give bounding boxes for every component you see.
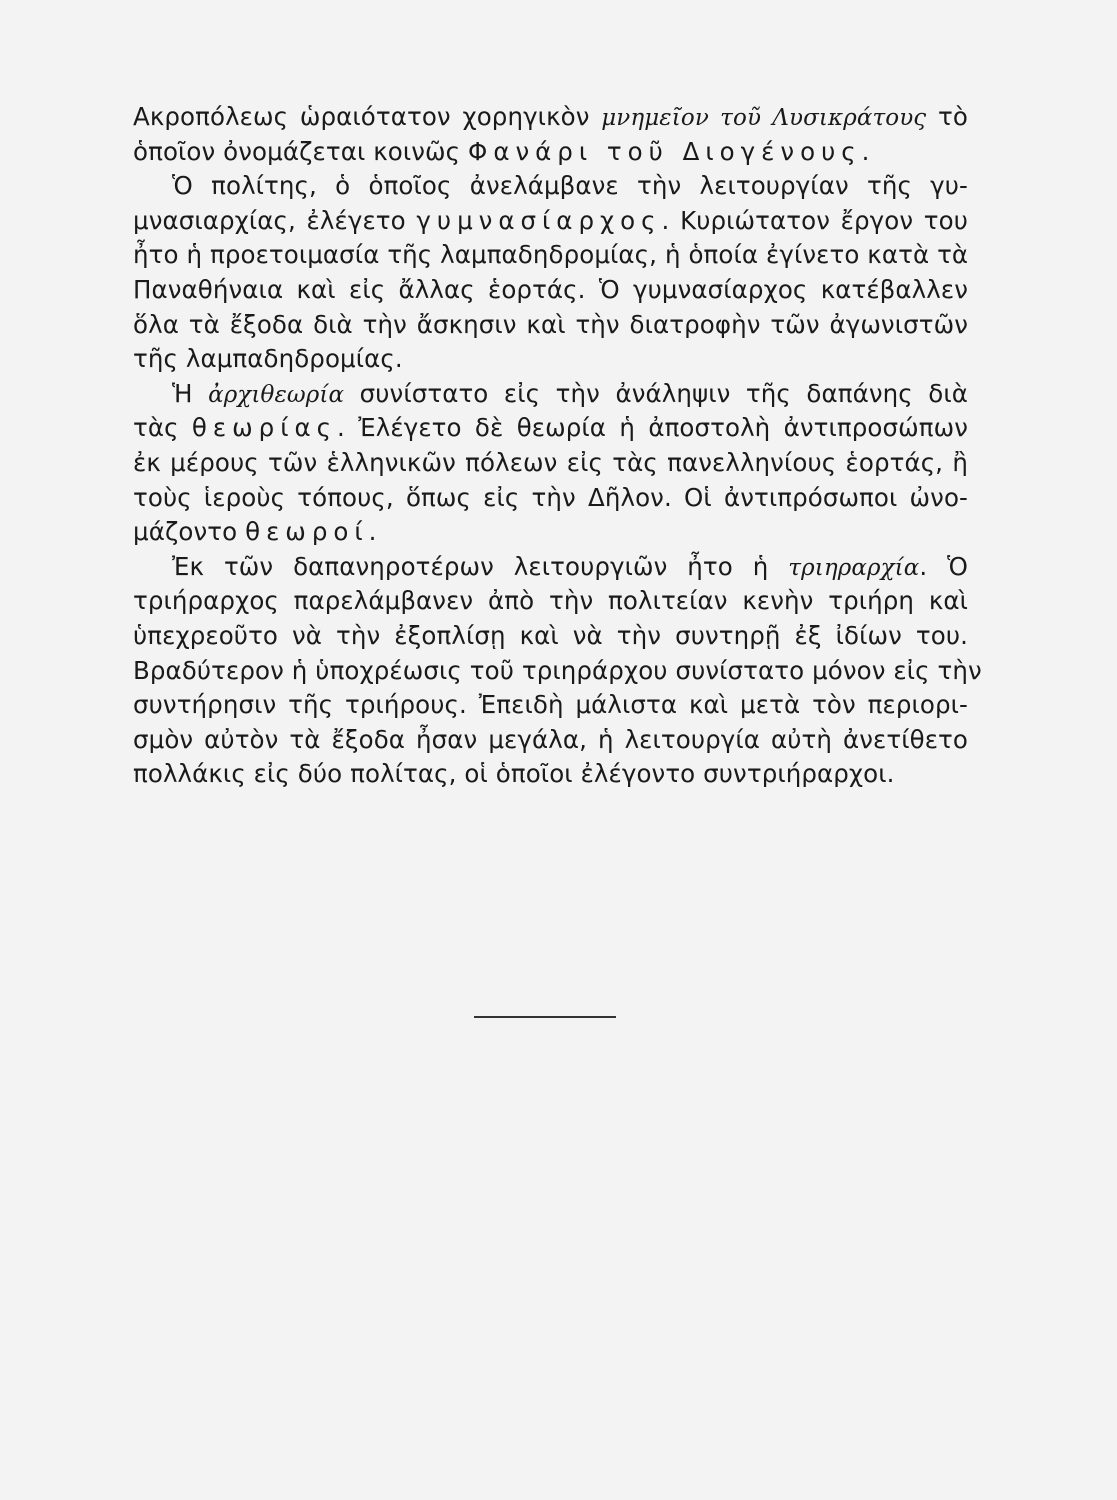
text-line xyxy=(133,654,982,689)
text-span: ἐκ μέρους τῶν ἑλληνικῶν πόλεων εἰς τὰς πανελληνίους ἑορτάς, ἢ xyxy=(133,447,968,477)
text-span: τῆς λαμπαδηδρομίας. xyxy=(133,344,403,374)
text-span: ὑπεχρεοῦτο νὰ τὴν ἐξοπλίσῃ καὶ νὰ τὴν συντηρῇ ἐξ ἰδίων του. xyxy=(133,620,968,650)
text-line xyxy=(133,550,968,585)
text-span: μνασιαρχίας, ἐλέγετο xyxy=(133,205,417,235)
text-span: . Κυριώτατον ἔργον του xyxy=(661,205,968,235)
text-line xyxy=(133,169,968,204)
text-span: τοὺς ἱεροὺς τόπους, ὅπως εἰς τὴν Δῆλον. Οἱ ἀντιπρόσωποι ὠνο- xyxy=(133,482,968,512)
text-span: μάζοντο xyxy=(133,517,246,547)
text-span: σμὸν αὐτὸν τὰ ἔξοδα ἦσαν μεγάλα, ἡ λειτουργία αὐτὴ ἀνετίθετο xyxy=(133,724,968,754)
text-span: Ἐκ τῶν δαπανηροτέρων λειτουργιῶν ἦτο ἡ xyxy=(172,551,789,581)
text-line xyxy=(133,481,968,516)
text-span: . Ἐλέγετο δὲ θεωρία ἡ ἀποστολὴ ἀντιπροσώπων xyxy=(337,413,969,443)
text-line xyxy=(133,757,968,792)
text-span: Ἡ xyxy=(172,378,209,408)
text-line xyxy=(133,619,968,654)
text-span: ἦτο ἡ προετοιμασία τῆς λαμπαδηδρομίας, ἡ ὁποία ἐγίνετο κατὰ τὰ xyxy=(133,240,969,270)
text-line xyxy=(133,446,968,481)
text-span: τὰς xyxy=(133,413,192,443)
spaced-term: Φανάρι τοῦ Διογένους xyxy=(468,136,862,166)
body-text xyxy=(133,100,982,792)
text-span: συντήρησιν τῆς τριήρους. Ἐπειδὴ μάλιστα καὶ μετὰ τὸν περιορι- xyxy=(133,690,968,720)
text-span: πολλάκις εἰς δύο πολίτας, οἱ ὁποῖοι ἐλέγοντο συντριήραρχοι. xyxy=(133,759,895,789)
text-line xyxy=(133,688,968,723)
text-line xyxy=(133,515,968,550)
spaced-term: θεωροί xyxy=(245,517,369,547)
text-span: ὁποῖον ὀνομάζεται κοινῶς xyxy=(133,136,469,166)
text-span: Ακροπόλεως ὡραιότατον χορηγικὸν xyxy=(133,102,602,131)
text-span: . Ὁ xyxy=(919,551,969,581)
text-line xyxy=(133,377,968,412)
text-span: . xyxy=(861,136,870,166)
text-span: τριήραρχος παρελάμβανεν ἀπὸ τὴν πολιτείαν κενὴν τριήρη καὶ xyxy=(133,586,968,616)
text-line xyxy=(133,411,968,446)
text-span: τὸ xyxy=(926,102,968,131)
text-span: Παναθήναια καὶ εἰς ἄλλας ἑορτάς. Ὁ γυμνασίαρχος κατέβαλλεν xyxy=(133,274,968,304)
text-line xyxy=(133,723,968,758)
text-line xyxy=(133,584,968,619)
text-line xyxy=(133,308,968,343)
spaced-term: θεωρίας xyxy=(191,413,338,443)
italic-term: μνημεῖον τοῦ Λυσικράτους xyxy=(601,105,927,131)
section-divider xyxy=(474,1016,616,1018)
text-line xyxy=(133,342,968,377)
text-line xyxy=(133,100,968,135)
italic-term: τριηραρχία xyxy=(788,554,920,581)
text-span: Ὁ πολίτης, ὁ ὁποῖος ἀνελάμβανε τὴν λειτουργίαν τῆς γυ- xyxy=(172,171,968,201)
text-line xyxy=(133,273,968,308)
text-line xyxy=(133,135,968,170)
text-span: ὅλα τὰ ἔξοδα διὰ τὴν ἄσκησιν καὶ τὴν διατροφὴν τῶν ἀγωνιστῶν xyxy=(133,309,968,339)
text-line xyxy=(133,238,968,273)
italic-term: ἀρχιθεωρία xyxy=(208,381,345,408)
spaced-term: γυμνασίαρχος xyxy=(416,205,662,235)
text-span: Βραδύτερον ἡ ὑποχρέωσις τοῦ τριηράρχου συνίστατο μόνον εἰς τὴν xyxy=(133,655,982,685)
text-span: . xyxy=(368,517,377,547)
text-span: συνίστατο εἰς τὴν ἀνάληψιν τῆς δαπάνης διὰ xyxy=(344,378,968,408)
text-line xyxy=(133,204,968,239)
